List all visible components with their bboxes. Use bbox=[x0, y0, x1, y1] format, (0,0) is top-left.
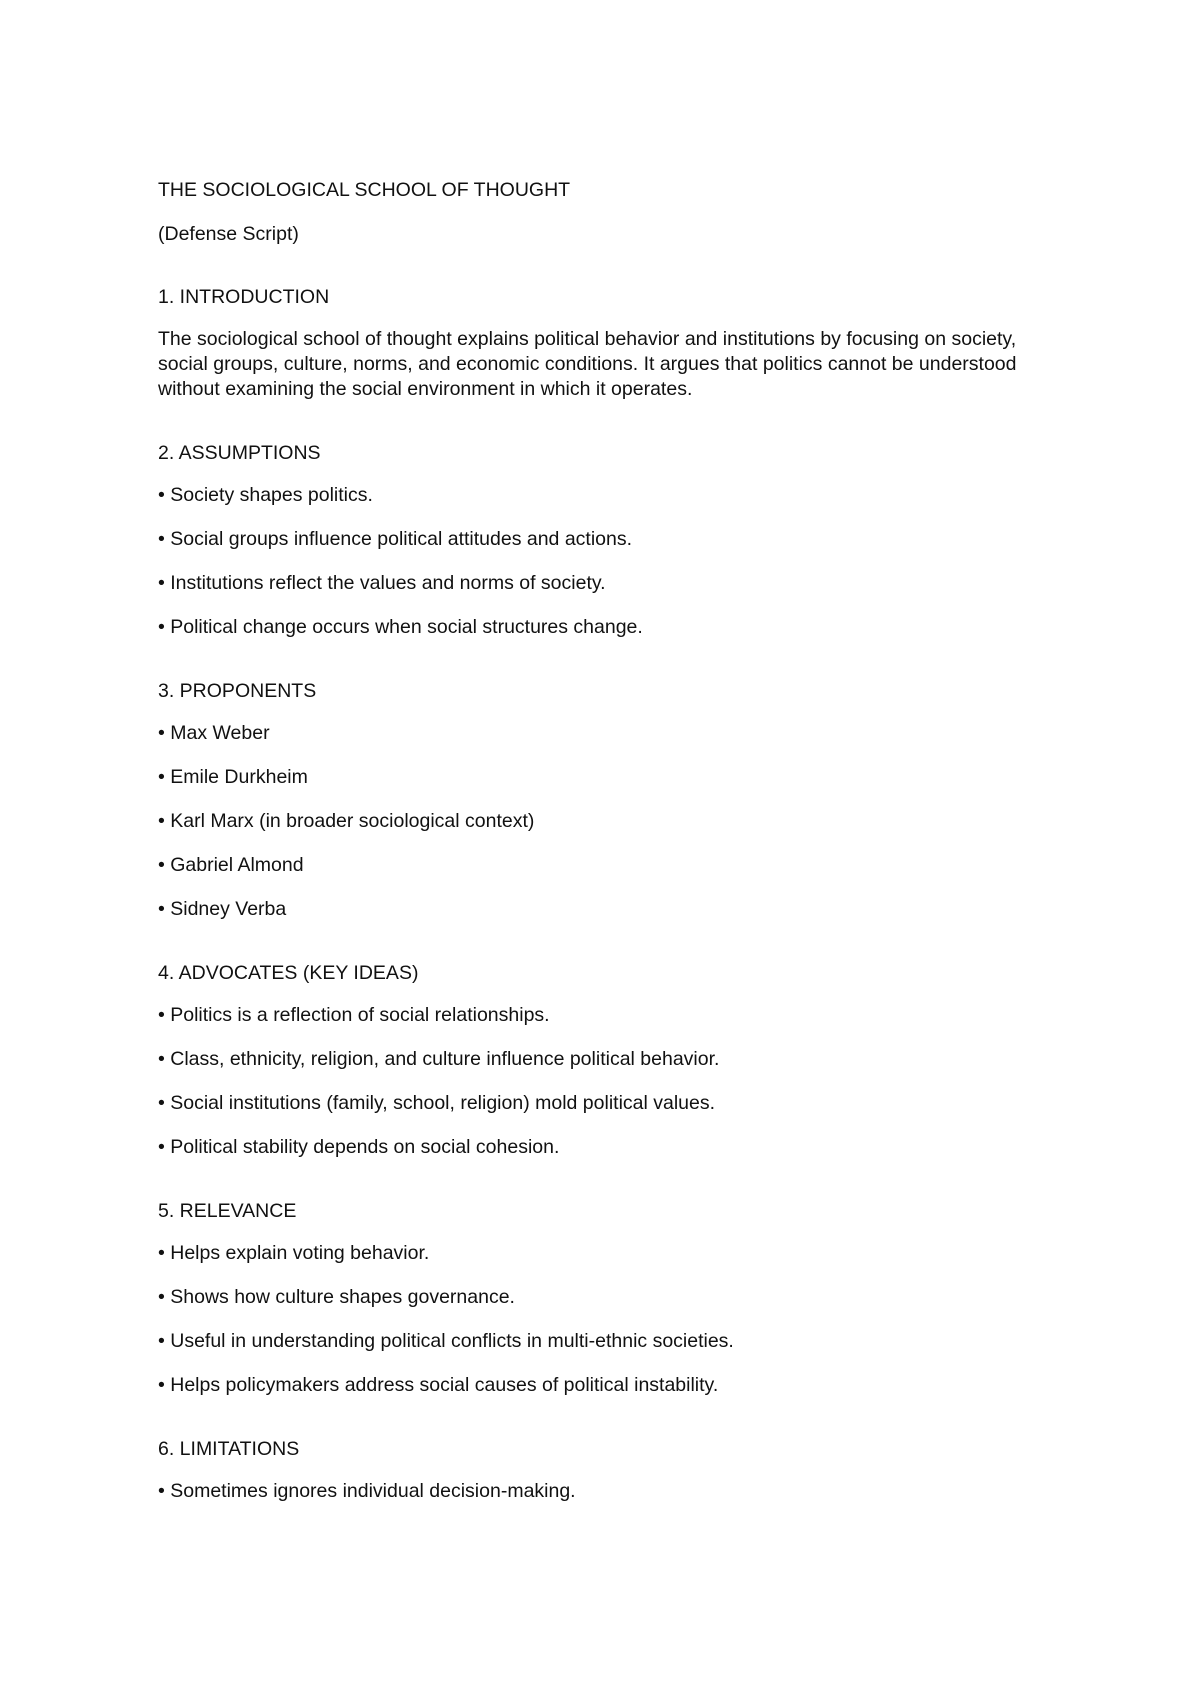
proponents-list bbox=[158, 721, 1058, 922]
section-proponents bbox=[158, 679, 1058, 922]
list-item: • Political stability depends on social cohesion. bbox=[158, 1136, 560, 1158]
list-item: • Class, ethnicity, religion, and culture influence political behavior. bbox=[158, 1048, 720, 1070]
list-item: • Politics is a reflection of social relationships. bbox=[158, 1004, 550, 1026]
list-item: • Max Weber bbox=[158, 722, 270, 744]
section-advocates bbox=[158, 961, 1058, 1160]
document-page bbox=[158, 178, 1058, 1523]
section-heading: 4. ADVOCATES (KEY IDEAS) bbox=[158, 962, 419, 984]
list-item: • Useful in understanding political conflicts in multi-ethnic societies. bbox=[158, 1330, 734, 1352]
advocates-list bbox=[158, 1003, 1058, 1160]
list-item: • Institutions reflect the values and norms of society. bbox=[158, 572, 606, 594]
list-item: • Gabriel Almond bbox=[158, 854, 304, 876]
relevance-list bbox=[158, 1241, 1058, 1398]
section-heading: 3. PROPONENTS bbox=[158, 680, 317, 702]
list-item: • Karl Marx (in broader sociological context) bbox=[158, 810, 535, 832]
section-relevance bbox=[158, 1199, 1058, 1398]
list-item: • Society shapes politics. bbox=[158, 484, 373, 506]
section-heading: 6. LIMITATIONS bbox=[158, 1438, 300, 1460]
section-heading: 1. INTRODUCTION bbox=[158, 286, 330, 308]
list-item: • Helps explain voting behavior. bbox=[158, 1242, 430, 1264]
list-item: • Sometimes ignores individual decision-making. bbox=[158, 1480, 576, 1502]
list-item: • Helps policymakers address social causes of political instability. bbox=[158, 1374, 719, 1396]
introduction-paragraph: The sociological school of thought explains political behavior and institutions by focusing on society, social groups, culture, norms, and economic conditions. It argues that politics cannot be understood without examining the social environment in which it operates. bbox=[158, 328, 1017, 400]
limitations-list bbox=[158, 1479, 1058, 1504]
section-heading: 2. ASSUMPTIONS bbox=[158, 442, 321, 464]
list-item: • Emile Durkheim bbox=[158, 766, 308, 788]
list-item: • Shows how culture shapes governance. bbox=[158, 1286, 515, 1308]
section-assumptions bbox=[158, 441, 1058, 640]
section-heading: 5. RELEVANCE bbox=[158, 1200, 297, 1222]
section-introduction bbox=[158, 285, 1058, 402]
document-title: THE SOCIOLOGICAL SCHOOL OF THOUGHT bbox=[158, 179, 571, 201]
section-limitations bbox=[158, 1437, 1058, 1504]
list-item: • Social institutions (family, school, religion) mold political values. bbox=[158, 1092, 716, 1114]
assumptions-list bbox=[158, 483, 1058, 640]
list-item: • Political change occurs when social structures change. bbox=[158, 616, 643, 638]
document-subtitle: (Defense Script) bbox=[158, 223, 299, 245]
list-item: • Sidney Verba bbox=[158, 898, 287, 920]
list-item: • Social groups influence political attitudes and actions. bbox=[158, 528, 633, 550]
